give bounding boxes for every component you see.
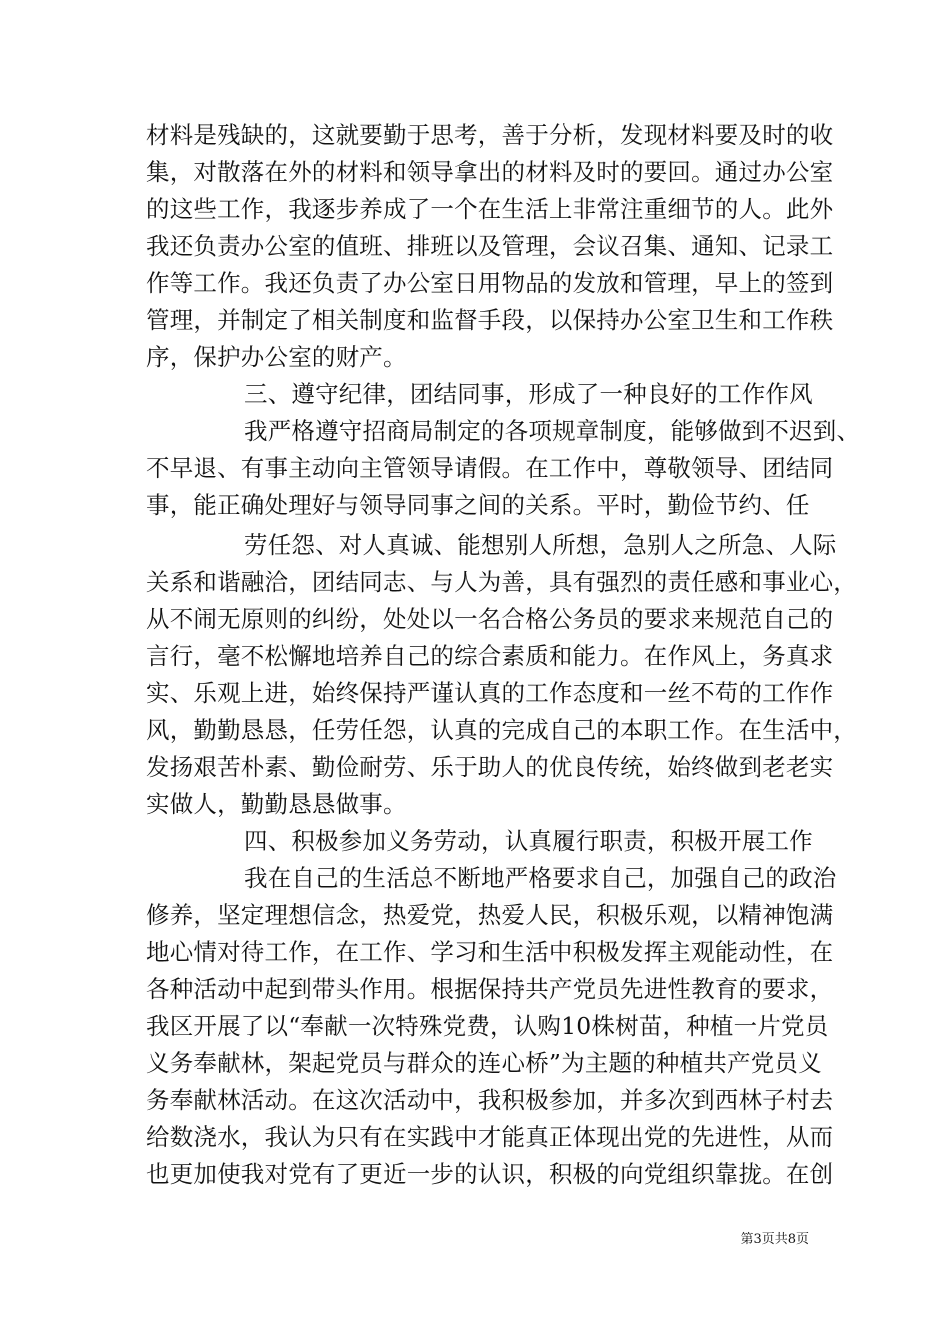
section-heading: 三、遵守纪律，团结同事，形成了一种良好的工作作风 [244, 380, 813, 408]
body-text-line: 发扬艰苦朴素、勤俭耐劳、乐于助人的优良传统，始终做到老老实 [146, 753, 834, 781]
body-text-line: 从不闹无原则的纠纷，处处以一名合格公务员的要求来规范自己的 [146, 605, 834, 633]
body-text-line: 也更加使我对党有了更近一步的认识，积极的向党组织靠拢。在创 [146, 1160, 834, 1188]
body-text-line: 事，能正确处理好与领导同事之间的关系。平时，勤俭节约、任 [146, 491, 810, 519]
body-text-line: 我在自己的生活总不断地严格要求自己，加强自己的政治 [244, 864, 837, 892]
body-text-line: 风，勤勤恳恳，任劳任怨，认真的完成自己的本职工作。在生活中， [146, 716, 857, 744]
body-text-line: 实做人，勤勤恳恳做事。 [146, 790, 407, 818]
body-text-line: 材料是残缺的，这就要勤于思考，善于分析，发现材料要及时的收 [146, 121, 834, 149]
body-text-line: 言行，毫不松懈地培养自己的综合素质和能力。在作风上，务真求 [146, 642, 834, 670]
page-number-footer: 第3页共8页 [740, 1232, 809, 1247]
body-text-line: 义务奉献林，架起党员与群众的连心桥”为主题的种植共产党员义 [146, 1049, 822, 1077]
body-text-line: 务奉献林活动。在这次活动中，我积极参加，并多次到西林子村去 [146, 1086, 834, 1114]
body-text-line: 给数浇水，我认为只有在实践中才能真正体现出党的先进性，从而 [146, 1123, 834, 1151]
body-text-line: 的这些工作，我逐步养成了一个在生活上非常注重细节的人。此外 [146, 195, 834, 223]
body-text-line: 我区开展了以“奉献一次特殊党费，认购10株树苗，种植一片党员 [146, 1012, 829, 1040]
body-text-line: 地心情对待工作，在工作、学习和生活中积极发挥主观能动性，在 [146, 938, 834, 966]
body-text-line: 不早退、有事主动向主管领导请假。在工作中，尊敬领导、团结同 [146, 454, 834, 482]
body-text-line: 我严格遵守招商局制定的各项规章制度，能够做到不迟到、 [244, 417, 861, 445]
section-heading: 四、积极参加义务劳动，认真履行职责，积极开展工作 [244, 827, 813, 855]
body-text-line: 修养，坚定理想信念，热爱党，热爱人民，积极乐观，以精神饱满 [146, 901, 834, 929]
body-text-line: 序，保护办公室的财产。 [146, 343, 407, 371]
body-text-line: 作等工作。我还负责了办公室日用物品的发放和管理，早上的签到 [146, 269, 834, 297]
body-text-line: 管理，并制定了相关制度和监督手段，以保持办公室卫生和工作秩 [146, 306, 834, 334]
body-text-line: 各种活动中起到带头作用。根据保持共产党员先进性教育的要求， [146, 975, 834, 1003]
body-text-line: 我还负责办公室的值班、排班以及管理，会议召集、通知、记录工 [146, 232, 834, 260]
body-text-line: 实、乐观上进，始终保持严谨认真的工作态度和一丝不苟的工作作 [146, 679, 834, 707]
body-text-line: 关系和谐融洽，团结同志、与人为善，具有强烈的责任感和事业心， [146, 568, 857, 596]
body-text-line: 集，对散落在外的材料和领导拿出的材料及时的要回。通过办公室 [146, 158, 834, 186]
body-text-line: 劳任怨、对人真诚、能想别人所想，急别人之所急、人际 [244, 531, 837, 559]
